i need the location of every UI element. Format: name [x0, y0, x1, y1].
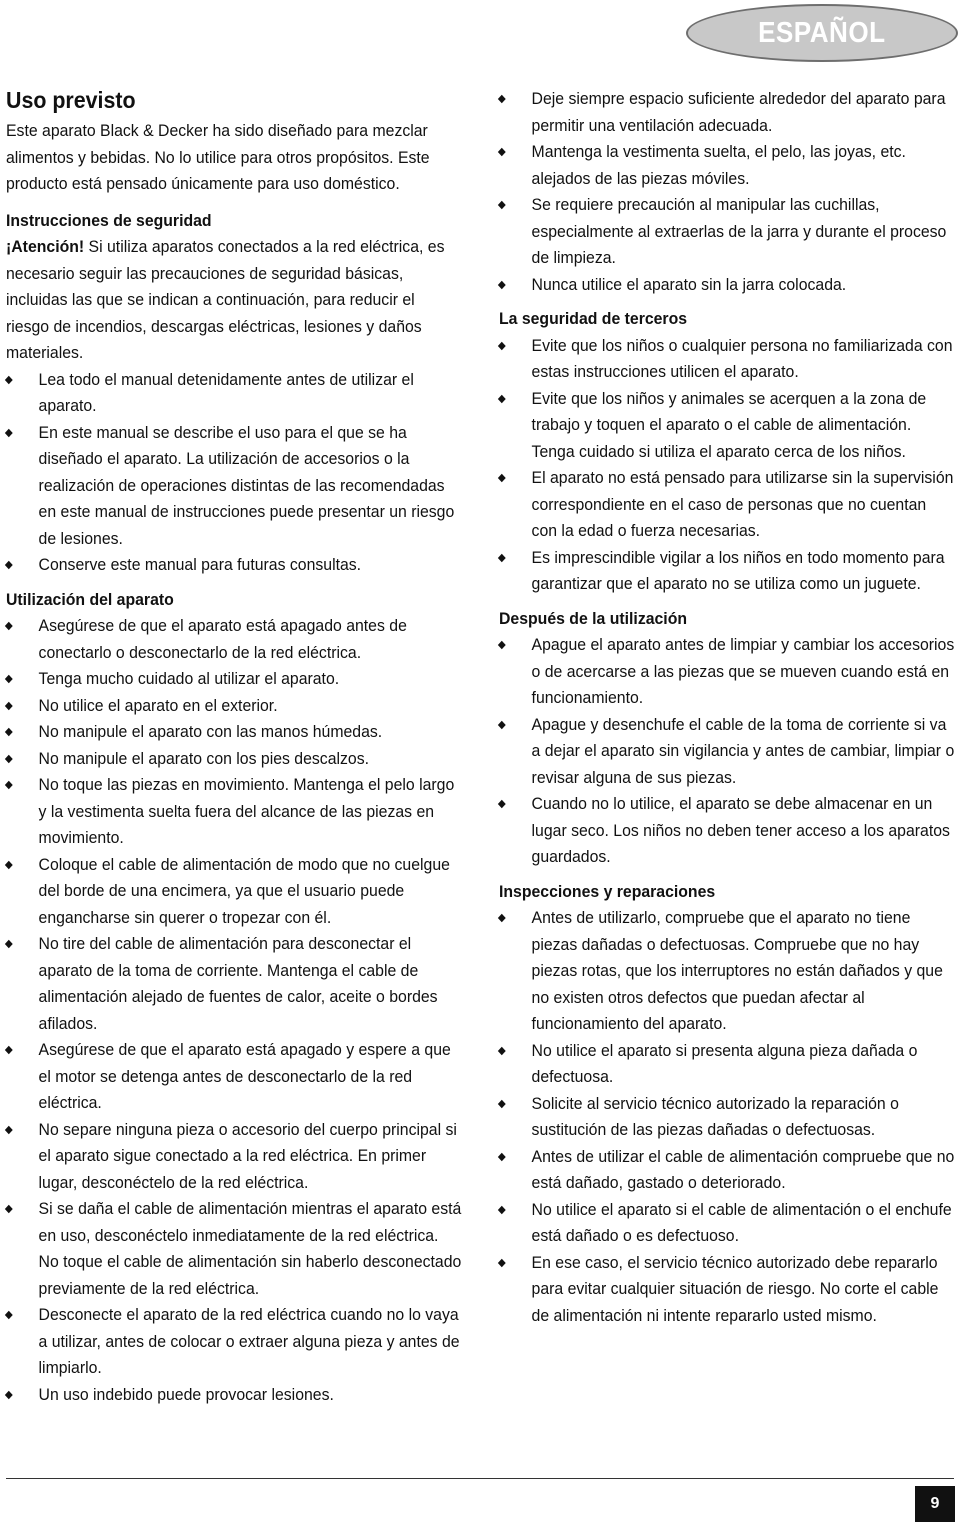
footer-divider — [6, 1478, 954, 1479]
diamond-bullet-icon — [5, 728, 13, 736]
list-item — [6, 852, 462, 932]
list-item-text: Si se daña el cable de alimentación mientras el aparato está en uso, desconéctelo inmediatamente de la red eléctrica. No toque el cable de alimentación sin haberlo desconectado previamente de la red eléctrica. — [38, 1199, 462, 1298]
diamond-bullet-icon — [498, 1205, 506, 1213]
list-item — [6, 552, 462, 579]
list-item-text: Evite que los niños o cualquier persona no familiarizada con estas instrucciones utilicen el aparato. — [531, 335, 953, 381]
diamond-bullet-icon — [5, 1125, 13, 1133]
list-item-text: Desconecte el aparato de la red eléctrica cuando no lo vaya a utilizar, antes de colocar o extraer alguna pieza y antes de limpiarlo. — [38, 1305, 460, 1377]
list-item — [6, 746, 462, 773]
list-item-text: Nunca utilice el aparato sin la jarra colocada. — [531, 274, 847, 294]
list-item — [499, 139, 955, 192]
list-item — [499, 1197, 955, 1250]
list-item — [499, 545, 955, 598]
list-item-text: No separe ninguna pieza o accesorio del cuerpo principal si el aparato sigue conectado a la red eléctrica. En primer lugar, desconéctelo de la red eléctrica. — [38, 1119, 457, 1192]
list-item — [499, 1144, 955, 1197]
list-item-text: Lea todo el manual detenidamente antes de utilizar el aparato. — [38, 369, 414, 415]
list-item — [499, 791, 955, 871]
list-item — [6, 1117, 462, 1197]
list-item-text: Solicite al servicio técnico autorizado la reparación o sustitución de las piezas dañadas o defectuosas. — [531, 1093, 899, 1139]
diamond-bullet-icon — [5, 781, 13, 789]
diamond-bullet-icon — [5, 860, 13, 868]
list-item — [499, 905, 955, 1038]
general-list — [499, 86, 955, 298]
list-item — [499, 272, 955, 299]
list-item-text: Apague y desenchufe el cable de la toma de corriente si va a dejar el aparato sin vigilancia y antes de cambiar, limpiar o revisar alguna de sus piezas. — [531, 714, 955, 787]
diamond-bullet-icon — [498, 553, 506, 561]
diamond-bullet-icon — [5, 701, 13, 709]
diamond-bullet-icon — [5, 1046, 13, 1054]
diamond-bullet-icon — [5, 675, 13, 683]
warning-label: ¡Atención! — [6, 237, 85, 256]
list-item — [6, 367, 462, 420]
inspections-list — [499, 905, 955, 1329]
list-item — [6, 420, 462, 553]
list-item-text: Apague el aparato antes de limpiar y cambiar los accesorios o de acercarse a las piezas que se mueven cuando está en funcionamiento. — [531, 635, 955, 707]
list-item-text: Antes de utilizar el cable de alimentación compruebe que no está dañado, gastado o deteriorado. — [531, 1146, 955, 1192]
list-item — [499, 632, 955, 712]
list-item-text: No utilice el aparato en el exterior. — [38, 695, 278, 715]
list-item — [6, 1037, 462, 1117]
list-item — [499, 712, 955, 792]
list-item — [499, 386, 955, 466]
list-item-text: No utilice el aparato si el cable de alimentación o el enchufe está dañado o es defectuoso. — [531, 1199, 952, 1245]
diamond-bullet-icon — [5, 428, 13, 436]
list-item-text: Conserve este manual para futuras consultas. — [38, 555, 362, 574]
list-item — [499, 192, 955, 272]
list-item-text: Evite que los niños y animales se acerquen a la zona de trabajo y toquen el aparato o el cable de alimentación. Tenga cuidado si utiliza el aparato cerca de los niños. — [531, 388, 927, 461]
diamond-bullet-icon — [498, 341, 506, 349]
diamond-bullet-icon — [5, 940, 13, 948]
heading-use: Utilización del aparato — [6, 589, 174, 609]
intro-paragraph: Este aparato Black & Decker ha sido diseñado para mezclar alimentos y bebidas. No lo utilice para otros propósitos. Este producto está pensado únicamente para uso doméstico. — [6, 121, 430, 193]
diamond-bullet-icon — [498, 474, 506, 482]
diamond-bullet-icon — [498, 641, 506, 649]
list-item — [6, 693, 462, 720]
diamond-bullet-icon — [498, 914, 506, 922]
list-item-text: El aparato no está pensado para utilizarse sin la supervisión correspondiente en el caso de personas que no cuentan con la edad o fuerza necesarias. — [531, 468, 954, 540]
third-parties-list — [499, 333, 955, 598]
heading-third-parties: La seguridad de terceros — [499, 309, 688, 328]
page-number: 9 — [915, 1486, 955, 1522]
use-list — [6, 613, 462, 1408]
list-item-text: No toque las piezas en movimiento. Mantenga el pelo largo y la vestimenta suelta fuera del alcance de las piezas en movimiento. — [38, 775, 455, 847]
diamond-bullet-icon — [5, 375, 13, 383]
diamond-bullet-icon — [498, 720, 506, 728]
list-item-text: Cuando no lo utilice, el aparato se debe almacenar en un lugar seco. Los niños no deben tener acceso a los aparatos guardados. — [531, 794, 950, 866]
list-item-text: En ese caso, el servicio técnico autorizado debe repararlo para evitar cualquier situación de riesgo. No corte el cable de alimentación ni intente repararlo usted mismo. — [531, 1252, 939, 1325]
list-item-text: Deje siempre espacio suficiente alrededor del aparato para permitir una ventilación adecuada. — [531, 89, 946, 135]
diamond-bullet-icon — [498, 1152, 506, 1160]
warning-paragraph — [6, 234, 462, 367]
list-item-text: Un uso indebido puede provocar lesiones. — [38, 1384, 334, 1404]
diamond-bullet-icon — [498, 201, 506, 209]
right-column — [499, 86, 955, 1329]
left-column — [6, 86, 462, 1408]
after-use-list — [499, 632, 955, 871]
list-item — [499, 465, 955, 545]
diamond-bullet-icon — [5, 754, 13, 762]
diamond-bullet-icon — [5, 1390, 13, 1398]
list-item-text: No manipule el aparato con las manos húmedas. — [38, 722, 383, 741]
language-badge — [686, 4, 958, 62]
list-item-text: No utilice el aparato si presenta alguna pieza dañada o defectuosa. — [531, 1040, 918, 1086]
diamond-bullet-icon — [498, 1258, 506, 1266]
list-item — [6, 666, 462, 693]
diamond-bullet-icon — [498, 800, 506, 808]
list-item — [6, 1302, 462, 1382]
list-item-text: Coloque el cable de alimentación de modo que no cuelgue del borde de una encimera, ya que el usuario puede engancharse sin querer o tropezar con él. — [38, 854, 450, 927]
list-item — [6, 931, 462, 1037]
list-item — [6, 772, 462, 852]
list-item-text: Asegúrese de que el aparato está apagado antes de conectarlo o desconectarlo de la red eléctrica. — [38, 616, 407, 662]
list-item-text: Mantenga la vestimenta suelta, el pelo, las joyas, etc. alejados de las piezas móviles. — [531, 142, 906, 188]
list-item — [6, 613, 462, 666]
diamond-bullet-icon — [5, 1205, 13, 1213]
diamond-bullet-icon — [5, 622, 13, 630]
diamond-bullet-icon — [498, 280, 506, 288]
section-title-uso-previsto: Uso previsto — [6, 87, 136, 113]
list-item-text: No tire del cable de alimentación para desconectar el aparato de la toma de corriente. Mantenga el cable de alimentación alejado de fuentes de calor, aceite o bordes afilados. — [38, 934, 438, 1033]
list-item-text: En este manual se describe el uso para el que se ha diseñado el aparato. La utilización de accesorios o la realización de operaciones distintas de las recomendadas en este manual de instrucciones puede presentar un riesgo de lesiones. — [38, 422, 455, 548]
list-item-text: No manipule el aparato con los pies descalzos. — [38, 748, 370, 768]
diamond-bullet-icon — [5, 1311, 13, 1319]
diamond-bullet-icon — [498, 1046, 506, 1054]
heading-inspections: Inspecciones y reparaciones — [499, 881, 716, 901]
list-item — [499, 1250, 955, 1330]
warning-text: Si utiliza aparatos conectados a la red eléctrica, es necesario seguir las precauciones de seguridad básicas, incluidas las que se indican a continuación, para reducir el riesgo de incendios, descargas eléctricas, lesiones y daños materiales. — [6, 237, 445, 362]
list-item — [499, 86, 955, 139]
list-item — [499, 1038, 955, 1091]
list-item — [499, 333, 955, 386]
list-item-text: Antes de utilizarlo, compruebe que el aparato no tiene piezas dañadas o defectuosas. Compruebe que no hay piezas rotas, que los interruptores no están dañados y que no existen otros defectos que puedan afectar al funcionamiento del aparato. — [531, 908, 943, 1033]
diamond-bullet-icon — [498, 95, 506, 103]
list-item — [6, 1382, 462, 1409]
list-item-text: Tenga mucho cuidado al utilizar el aparato. — [38, 669, 340, 688]
safety-list — [6, 367, 462, 579]
language-label: ESPAÑOL — [758, 16, 886, 49]
list-item-text: Asegúrese de que el aparato está apagado y espere a que el motor se detenga antes de desconectarlo de la red eléctrica. — [38, 1040, 451, 1112]
diamond-bullet-icon — [498, 1099, 506, 1107]
heading-after-use: Después de la utilización — [499, 608, 688, 628]
diamond-bullet-icon — [498, 148, 506, 156]
diamond-bullet-icon — [5, 561, 13, 569]
heading-safety: Instrucciones de seguridad — [6, 210, 212, 230]
list-item — [499, 1091, 955, 1144]
list-item-text: Se requiere precaución al manipular las cuchillas, especialmente al extraerlas de la jarra y durante el proceso de limpieza. — [531, 195, 947, 267]
list-item — [6, 1196, 462, 1302]
diamond-bullet-icon — [498, 394, 506, 402]
list-item — [6, 719, 462, 746]
list-item-text: Es imprescindible vigilar a los niños en todo momento para garantizar que el aparato no se utiliza como un juguete. — [531, 547, 945, 593]
